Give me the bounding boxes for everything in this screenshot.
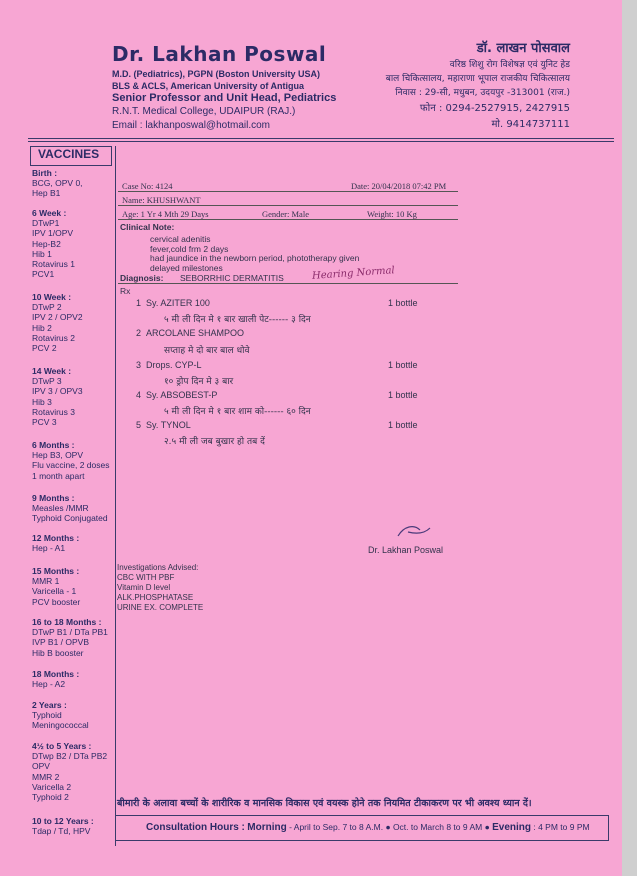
vaccine-item: Flu vaccine, 2 doses: [32, 460, 110, 471]
case-underline: [118, 191, 458, 192]
morning-label: Morning: [247, 822, 287, 833]
medicine-instruction: २.५ मी ली जब बुखार हो तब दें: [164, 437, 265, 447]
medicine-name: ARCOLANE SHAMPOO: [146, 328, 245, 338]
vaccine-age-heading: 15 Months :: [32, 566, 80, 576]
hindi-address: निवास : 29-सी, मधुबन, उदयपुर -313001 (राज.): [395, 88, 570, 98]
vaccine-age-heading: 10 Week :: [32, 292, 72, 302]
vaccine-item: OPV: [32, 761, 50, 772]
vaccine-item: IPV 2 / OPV2: [32, 312, 83, 323]
doctor-name: Dr. Lakhan Poswal: [112, 42, 327, 66]
vaccine-age-heading: 16 to 18 Months :: [32, 617, 102, 627]
vaccine-item: BCG, OPV 0,: [32, 178, 83, 189]
hindi-title: वरिष्ठ शिशु रोग विशेषज्ञ एवं युनिट हेड: [449, 60, 570, 70]
vaccine-age-heading: Birth :: [32, 168, 58, 178]
vaccine-item: IPV 1/OPV: [32, 228, 74, 239]
vaccine-item: Hep - A2: [32, 679, 66, 690]
clinical-note: fever,cold frm 2 days: [150, 244, 229, 254]
footer-advice: बीमारी के अलावा बच्चों के शारीरिक व मानसिक विकास एवं वयस्क होने तक नियमित टीकाकरण पर भी अवश्य ध्यान दें।: [117, 798, 532, 809]
vaccine-item: MMR 2: [32, 771, 60, 782]
vaccine-item: DTwP 2: [32, 302, 62, 313]
header-rule-2: [28, 141, 614, 142]
vaccine-item: Rotavirus 3: [32, 406, 75, 417]
vaccine-item: DTwp B2 / DTa PB2: [32, 751, 108, 762]
qualification-line-2: BLS & ACLS, American University of Antigua: [112, 81, 305, 91]
vaccine-age-heading: 14 Week :: [32, 366, 72, 376]
medicine-number: 3: [136, 360, 142, 370]
vaccine-item: PCV 2: [32, 343, 57, 353]
vaccine-item: Hib B booster: [32, 647, 84, 658]
vaccine-item: Tdap / Td, HPV: [32, 826, 91, 837]
position-line: Senior Professor and Unit Head, Pediatrics: [112, 92, 337, 104]
signature-mark: [394, 522, 434, 542]
vaccine-item: Hep-B2: [32, 238, 61, 249]
diagnosis-underline: [118, 283, 458, 284]
vaccines-title: VACCINES: [38, 147, 100, 161]
diagnosis-text: SEBORRHIC DERMATITIS: [180, 273, 284, 283]
header-rule-1: [28, 138, 614, 139]
clinical-note: delayed milestones: [150, 263, 223, 273]
vaccine-age-heading: 9 Months :: [32, 493, 75, 503]
qualification-line-1: M.D. (Pediatrics), PGPN (Boston University USA): [112, 69, 321, 79]
vaccine-age-heading: 6 Months :: [32, 440, 75, 450]
vaccine-age-heading: 18 Months :: [32, 669, 80, 679]
vaccine-item: IPV 3 / OPV3: [32, 386, 83, 397]
hindi-phone: फोन : 0294-2527915, 2427915: [419, 103, 570, 114]
vaccine-age-heading: 4½ to 5 Years :: [32, 741, 92, 751]
patient-age: Age: 1 Yr 4 Mth 29 Days: [122, 209, 209, 219]
vaccine-item: Rotavirus 1: [32, 259, 75, 269]
vaccine-age-heading: 2 Years :: [32, 700, 67, 710]
vaccine-item: 1 month apart: [32, 470, 85, 481]
hindi-mobile: मो. 9414737111: [491, 119, 570, 130]
vaccine-item: Hep B3, OPV: [32, 450, 84, 461]
vaccine-item: MMR 1: [32, 576, 60, 587]
medicine-number: 1: [136, 298, 142, 308]
medicine-name: Sy. ABSOBEST-P: [146, 390, 218, 400]
consultation-hours: [146, 822, 590, 833]
evening-hours: : 4 PM to 9 PM: [531, 822, 590, 832]
clinical-note: cervical adenitis: [150, 234, 211, 244]
vaccine-item: Rotavirus 2: [32, 332, 75, 343]
vaccine-item: Hep - A1: [32, 543, 66, 554]
diagnosis-label: Diagnosis:: [120, 273, 164, 283]
college-line: R.N.T. Medical College, UDAIPUR (RAJ.): [112, 106, 296, 117]
medicine-line: [136, 360, 202, 370]
vaccine-item: PCV booster: [32, 596, 81, 607]
evening-label: Evening: [492, 822, 531, 833]
vaccine-item: Hib 1: [32, 248, 52, 259]
investigation-item: CBC WITH PBF: [117, 573, 175, 582]
medicine-instruction: ५ मी ली दिन मे १ बार खाली पेट------ ३ दिन: [164, 315, 311, 325]
medicine-name: Drops. CYP-L: [146, 360, 202, 370]
vaccine-item: Varicella - 1: [32, 586, 77, 597]
medicine-line: [136, 298, 210, 308]
patient-weight: Weight: 10 Kg: [367, 209, 417, 219]
medicine-name: Sy. AZITER 100: [146, 298, 210, 308]
rx-symbol: Rx: [120, 286, 131, 296]
age-underline: [118, 219, 458, 220]
vaccine-age-heading: 10 to 12 Years :: [32, 816, 94, 826]
medicine-line: [136, 328, 244, 338]
investigation-item: Vitamin D level: [117, 583, 171, 592]
medicine-instruction: सप्ताह मे दो बार बाल धोवे: [164, 346, 250, 356]
vaccine-item: Typhoid 2: [32, 792, 69, 802]
hours-label: Consultation Hours :: [146, 822, 245, 833]
email-line: Email : lakhanposwal@hotmail.com: [112, 120, 270, 131]
vaccine-item: DTwP1: [32, 218, 60, 229]
patient-gender: Gender: Male: [262, 209, 309, 219]
case-number: Case No: 4124: [122, 181, 173, 191]
patient-name: Name: KHUSHWANT: [122, 195, 201, 205]
morning-hours: - April to Sep. 7 to 8 A.M. ● Oct. to March 8 to 9 AM ●: [286, 822, 493, 832]
vaccine-age-heading: 6 Week :: [32, 208, 67, 218]
vaccine-item: Hib 2: [32, 322, 52, 333]
medicine-name: Sy. TYNOL: [146, 420, 191, 430]
medicine-quantity: 1 bottle: [388, 390, 418, 400]
vaccine-item: Typhoid Conjugated: [32, 513, 108, 524]
visit-date: Date: 20/04/2018 07:42 PM: [351, 181, 447, 191]
vaccine-item: Hib 3: [32, 396, 52, 407]
medicine-number: 5: [136, 420, 142, 430]
clinical-note-label: Clinical Note:: [120, 222, 175, 232]
vaccine-age-heading: 12 Months :: [32, 533, 80, 543]
vaccine-item: DTwP 3: [32, 376, 62, 387]
vaccine-item: Typhoid: [32, 710, 62, 721]
vaccine-item: Hep B1: [32, 188, 61, 199]
medicine-instruction: १० ड्रोप दिन मे ३ बार: [164, 377, 234, 387]
vaccine-item: Varicella 2: [32, 781, 72, 792]
vaccine-item: PCV 3: [32, 417, 57, 427]
hindi-hospital: बाल चिकित्सालय, महाराणा भूपाल राजकीय चिकित्सालय: [385, 74, 570, 84]
medicine-quantity: 1 bottle: [388, 298, 418, 308]
doctor-signature: Dr. Lakhan Poswal: [368, 545, 444, 555]
handwritten-note: Hearing Normal: [311, 265, 396, 282]
medicine-number: 2: [136, 328, 142, 338]
investigations-label: Investigations Advised:: [117, 563, 199, 572]
medicine-quantity: 1 bottle: [388, 420, 418, 430]
name-underline: [118, 205, 458, 206]
vaccine-item: DTwP B1 / DTa PB1: [32, 627, 108, 638]
vaccine-item: Meningococcal: [32, 720, 89, 731]
medicine-line: [136, 390, 217, 400]
vaccine-item: PCV1: [32, 269, 55, 280]
column-divider: [115, 146, 116, 846]
clinical-note: had jaundice in the newborn period, phototherapy given: [150, 253, 360, 263]
vaccine-item: Measles /MMR: [32, 503, 89, 514]
medicine-quantity: 1 bottle: [388, 360, 418, 370]
hindi-doctor-name: डॉ. लाखन पोसवाल: [476, 41, 570, 56]
medicine-instruction: ५ मी ली दिन मे १ बार शाम को------ ६० दिन: [164, 407, 311, 417]
investigation-item: ALK.PHOSPHATASE: [117, 593, 194, 602]
medicine-line: [136, 420, 191, 430]
medicine-number: 4: [136, 390, 142, 400]
vaccine-item: IVP B1 / OPVB: [32, 637, 90, 648]
investigation-item: URINE EX. COMPLETE: [117, 603, 204, 612]
